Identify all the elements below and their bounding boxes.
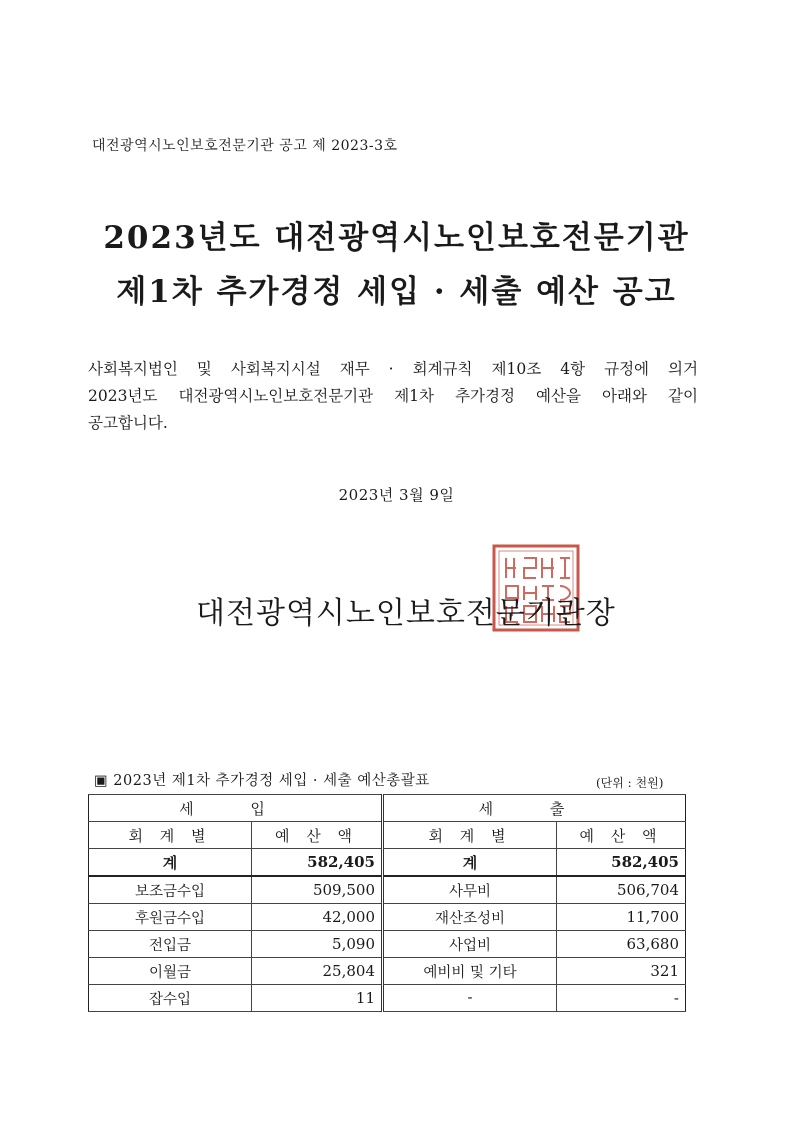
revenue-item-label: 잡수입 [89, 985, 252, 1012]
unit-note: (단위 : 천원) [596, 776, 664, 790]
table-row [89, 931, 686, 958]
expense-section-header: 세 출 [383, 795, 686, 822]
expense-item-label: - [383, 985, 557, 1012]
expense-amount-header: 예 산 액 [557, 822, 686, 849]
expense-total-amount: 582,405 [557, 849, 686, 877]
revenue-amount-header: 예 산 액 [252, 822, 383, 849]
revenue-account-header: 회 계 별 [89, 822, 252, 849]
body-line-2: 2023년도 대전광역시노인보호전문기관 제1차 추가경정 예산을 아래와 같이 [88, 387, 698, 405]
expense-item-amount: - [557, 985, 686, 1012]
revenue-item-label: 후원금수입 [89, 904, 252, 931]
body-line-1: 사회복지법인 및 사회복지시설 재무 · 회계규칙 제10조 4항 규정에 의거 [88, 360, 698, 378]
revenue-item-label: 이월금 [89, 958, 252, 985]
revenue-item-amount: 509,500 [252, 876, 383, 904]
expense-item-amount: 63,680 [557, 931, 686, 958]
body-line-3: 공고합니다. [88, 414, 168, 432]
table-row [89, 985, 686, 1012]
revenue-item-amount: 5,090 [252, 931, 383, 958]
revenue-item-amount: 11 [252, 985, 383, 1012]
expense-account-header: 회 계 별 [383, 822, 557, 849]
title-line-1: 2023년도 대전광역시노인보호전문기관 [103, 220, 690, 256]
revenue-section-header: 세 입 [89, 795, 383, 822]
expense-item-amount: 506,704 [557, 876, 686, 904]
table-heading: ▣ 2023년 제1차 추가경정 세입 · 세출 예산총괄표 [94, 773, 430, 789]
table-total-row [89, 849, 686, 877]
signature-agency-head: 대전광역시노인보호전문기관장 [196, 596, 616, 631]
table-row [89, 958, 686, 985]
title-line-2: 제1차 추가경정 세입 · 세출 예산 공고 [116, 274, 677, 310]
table-column-header-row [89, 822, 686, 849]
notice-date: 2023년 3월 9일 [338, 486, 455, 504]
revenue-item-amount: 42,000 [252, 904, 383, 931]
expense-item-label: 사업비 [383, 931, 557, 958]
expense-item-label: 예비비 및 기타 [383, 958, 557, 985]
table-row [89, 876, 686, 904]
expense-item-label: 재산조성비 [383, 904, 557, 931]
notice-number: 대전광역시노인보호전문기관 공고 제 2023-3호 [92, 138, 398, 154]
expense-item-label: 사무비 [383, 876, 557, 904]
table-section-header-row [89, 795, 686, 822]
revenue-item-label: 전입금 [89, 931, 252, 958]
expense-total-label: 계 [383, 849, 557, 877]
revenue-total-label: 계 [89, 849, 252, 877]
expense-item-amount: 11,700 [557, 904, 686, 931]
expense-item-amount: 321 [557, 958, 686, 985]
revenue-total-amount: 582,405 [252, 849, 383, 877]
revenue-item-label: 보조금수입 [89, 876, 252, 904]
revenue-item-amount: 25,804 [252, 958, 383, 985]
table-row [89, 904, 686, 931]
budget-summary-table [88, 794, 686, 1012]
